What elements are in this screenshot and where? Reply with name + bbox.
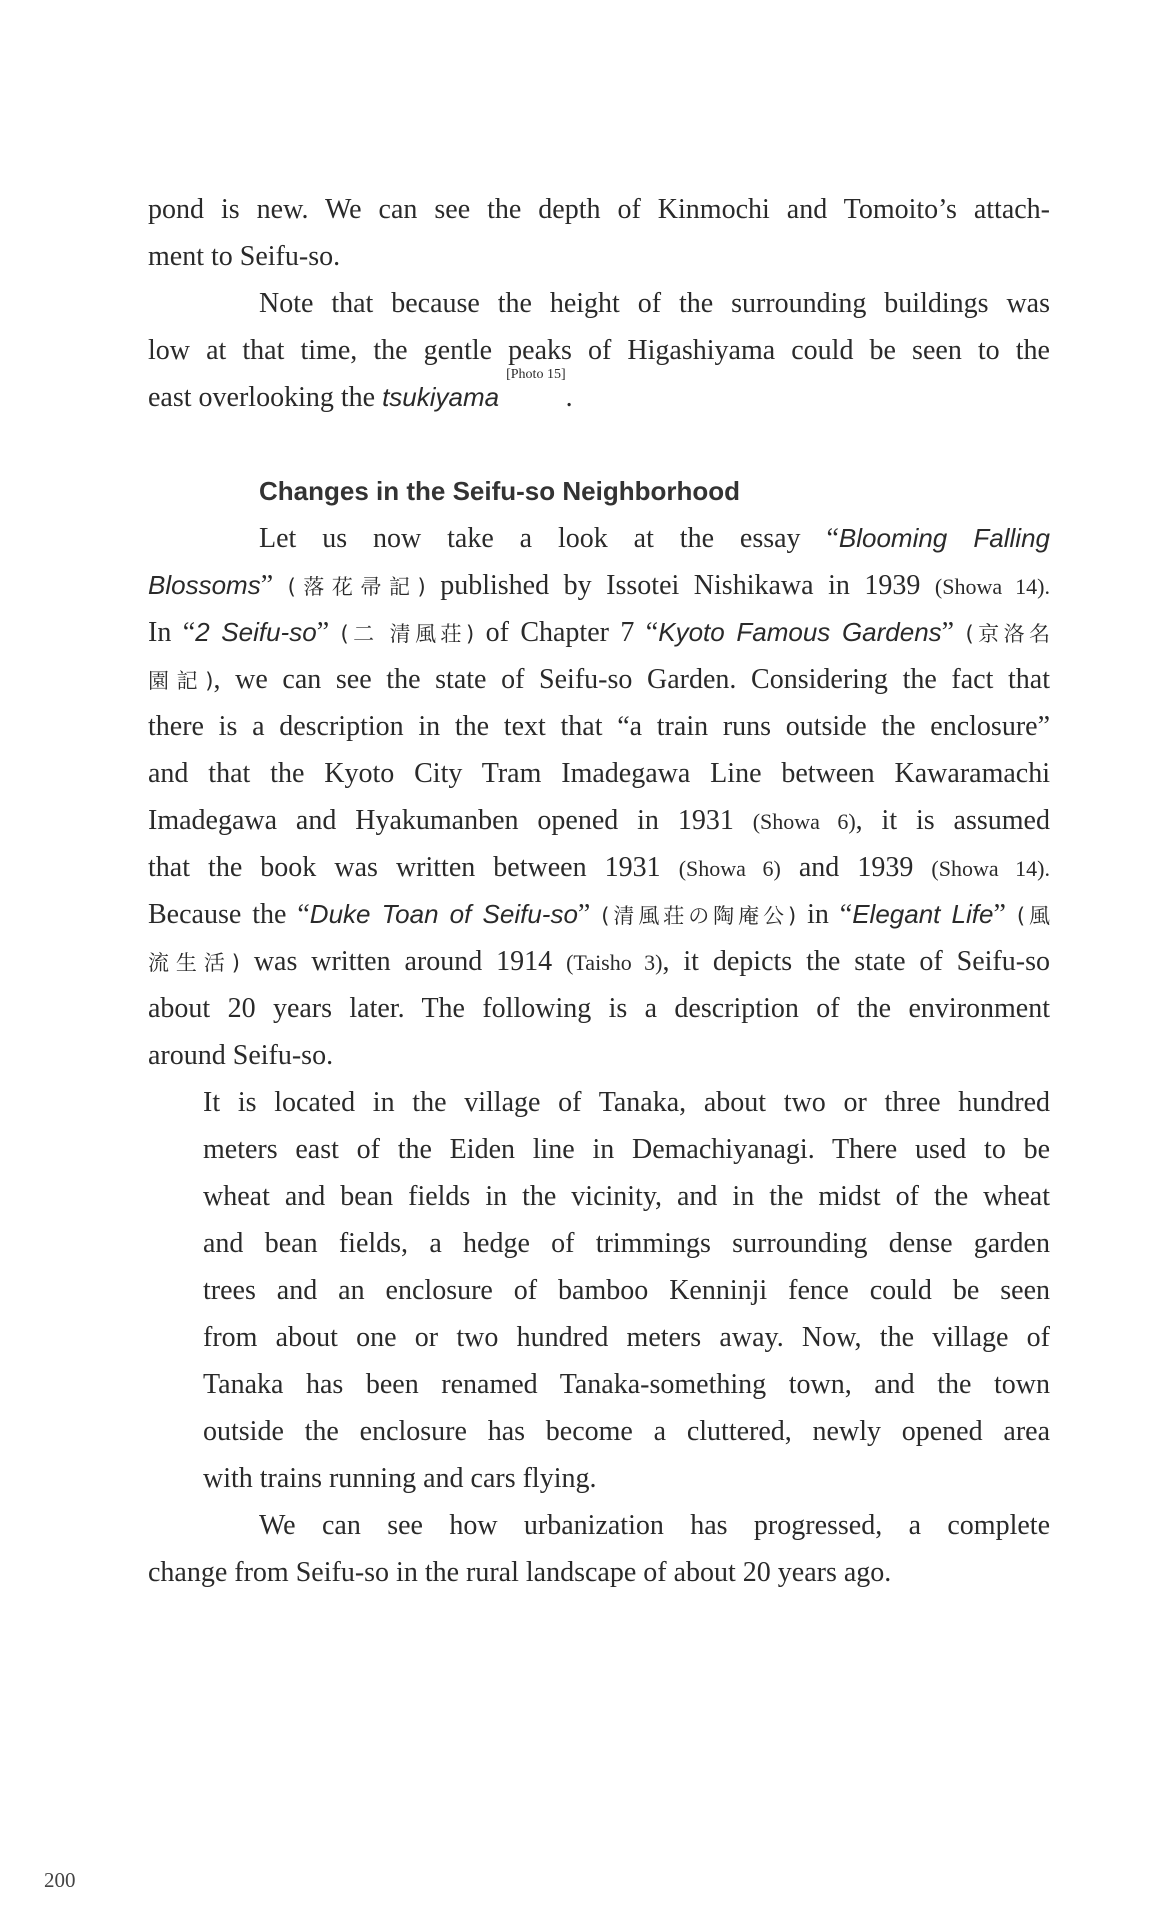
paragraph-2-line-1: Note that because the height of the surrounding buildings was <box>259 288 1050 319</box>
quote-line: with trains running and cars flying. <box>203 1463 597 1494</box>
body-line-12: around Seifu-so. <box>148 1040 334 1071</box>
italic-title: Blooming Falling <box>838 523 1050 553</box>
era-note: (Showa 6) <box>678 856 781 881</box>
era-note: (Showa 14). <box>934 574 1050 599</box>
quote-line: meters east of the Eiden line in Demachiyanagi. There used to be <box>203 1134 1050 1165</box>
text-run: , it is assumed <box>855 805 1050 836</box>
text-run: of Chapter 7 “ <box>474 617 659 648</box>
text-run: , we can see the state of Seifu-so Garden. Considering the fact that <box>213 664 1051 695</box>
text-run: ” <box>941 617 966 648</box>
text-run: in “ <box>796 899 853 930</box>
text-run: In “ <box>148 617 196 648</box>
japanese-title: 流生活) <box>148 951 240 975</box>
intro-line-1: pond is new. We can see the depth of Kinmochi and Tomoito’s attach- <box>148 194 1050 225</box>
japanese-title: 園記) <box>148 669 214 693</box>
italic-term: tsukiyama <box>382 382 500 412</box>
body-line-8 <box>148 844 1050 891</box>
text-run: was written around 1914 <box>239 946 567 977</box>
quote-line: from about one or two hundred meters away. Now, the village of <box>203 1322 1050 1353</box>
page-body <box>148 186 1050 1596</box>
quote-line: wheat and bean fields in the vicinity, and in the midst of the wheat <box>203 1181 1050 1212</box>
text-run: . <box>565 382 573 413</box>
era-note: (Showa 6) <box>752 809 856 834</box>
text-run: ” <box>260 570 288 601</box>
italic-title: Duke Toan of Seifu-so <box>309 899 578 929</box>
text-run: that the book was written between 1931 <box>148 852 679 883</box>
photo-reference: [Photo 15] <box>506 367 566 382</box>
text-run: ” <box>316 617 341 648</box>
text-run: ” <box>577 899 602 930</box>
text-run: and 1939 <box>780 852 932 883</box>
section-heading: Changes in the Seifu-so Neighborhood <box>259 476 740 506</box>
japanese-title: (落花帚記) <box>287 575 426 599</box>
page-number: 200 <box>44 1868 76 1892</box>
japanese-title: (風 <box>1016 904 1050 928</box>
body-line-7 <box>148 797 1050 844</box>
quote-line: outside the enclosure has become a cluttered, newly opened area <box>203 1416 1050 1447</box>
closing-line-2: change from Seifu-so in the rural landscape of about 20 years ago. <box>148 1557 892 1588</box>
era-note: (Taisho 3) <box>566 950 663 975</box>
body-line-11: about 20 years later. The following is a description of the environment <box>148 993 1050 1024</box>
quote-line: and bean fields, a hedge of trimmings surrounding dense garden <box>203 1228 1050 1259</box>
japanese-title: (二 清風荘) <box>340 622 475 646</box>
body-line-5: there is a description in the text that “a train runs outside the enclosure” <box>148 711 1050 742</box>
block-quote <box>148 1079 1050 1502</box>
quote-line: trees and an enclosure of bamboo Kenninji fence could be seen <box>203 1275 1050 1306</box>
body-line-9 <box>148 891 1050 938</box>
era-note: (Showa 14). <box>931 856 1050 881</box>
spacer <box>148 421 1050 468</box>
body-line-10 <box>148 938 1050 985</box>
body-line-1 <box>148 515 1050 562</box>
body-line-6: and that the Kyoto City Tram Imadegawa Line between Kawaramachi <box>148 758 1050 789</box>
closing-line-1: We can see how urbanization has progressed, a complete <box>259 1510 1050 1541</box>
text-run: Because the “ <box>148 899 310 930</box>
quote-line: Tanaka has been renamed Tanaka-something town, and the town <box>203 1369 1050 1400</box>
italic-title: Kyoto Famous Gardens <box>658 617 942 647</box>
paragraph-2-line-3 <box>148 367 1050 421</box>
japanese-title: (京洛名 <box>965 622 1050 646</box>
italic-title: Elegant Life <box>852 899 994 929</box>
text-run: published by Issotei Nishikawa in 1939 <box>425 570 935 601</box>
body-line-2 <box>148 562 1050 609</box>
italic-title: Blossoms <box>148 570 261 600</box>
quote-line: It is located in the village of Tanaka, about two or three hundred <box>203 1087 1050 1118</box>
text-run: Let us now take a look at the essay “ <box>259 523 839 554</box>
text-run: east overlooking the <box>148 382 383 413</box>
body-line-4 <box>148 656 1050 703</box>
text-run: Imadegawa and Hyakumanben opened in 1931 <box>148 805 753 836</box>
italic-title: 2 Seifu-so <box>195 617 317 647</box>
text-run: , it depicts the state of Seifu-so <box>662 946 1050 977</box>
japanese-title: (清風荘の陶庵公) <box>601 904 797 928</box>
paragraph-2-line-2: low at that time, the gentle peaks of Higashiyama could be seen to the <box>148 335 1050 366</box>
body-line-3 <box>148 609 1050 656</box>
text-run: ” <box>993 899 1017 930</box>
intro-line-2: ment to Seifu-so. <box>148 241 341 272</box>
